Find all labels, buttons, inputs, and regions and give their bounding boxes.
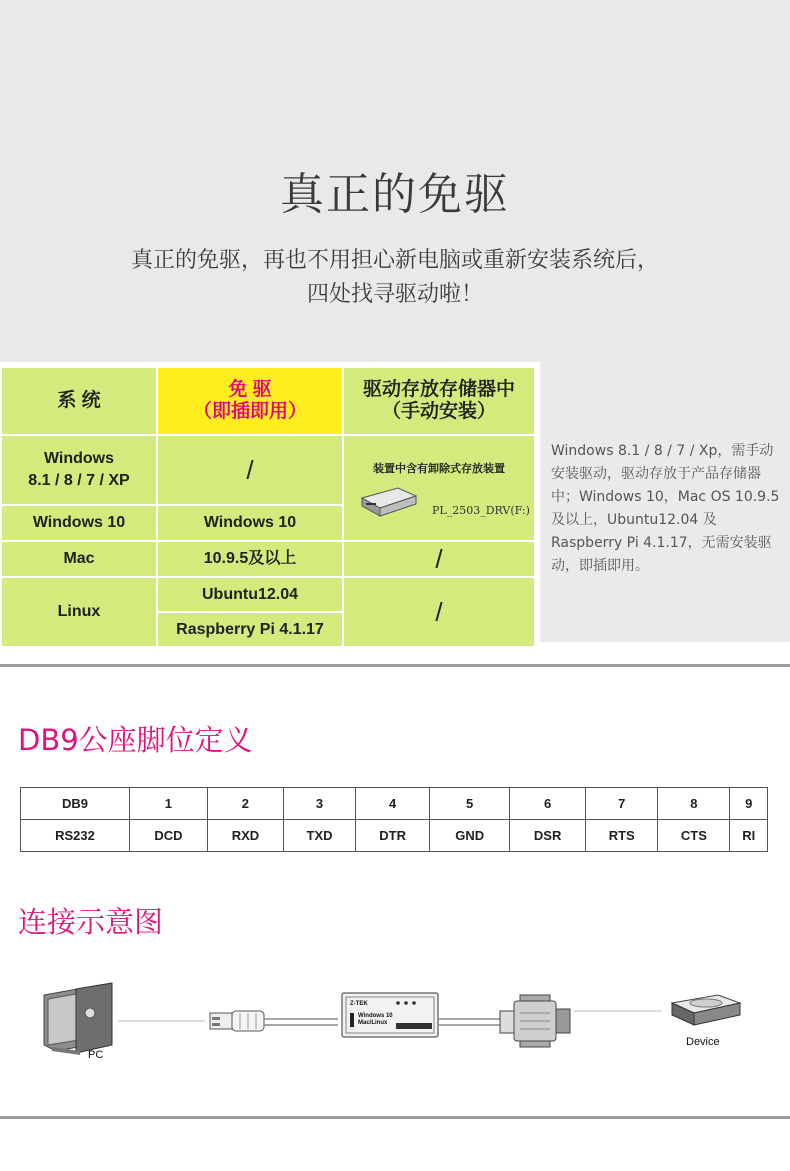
- row-win81-driverless: /: [158, 436, 342, 504]
- bottom-divider: [0, 1116, 790, 1119]
- adapter-text-line2: Mac/Linux: [358, 1020, 388, 1026]
- header-system: 系 统: [2, 368, 156, 434]
- signal-cell: RI: [730, 820, 768, 852]
- table-row: [21, 788, 768, 820]
- row-win10-system: Windows 10: [2, 506, 156, 540]
- device-label: Device: [686, 1036, 720, 1048]
- db9-pin-table: [20, 787, 768, 852]
- db9-title: DB9公座脚位定义: [18, 723, 253, 757]
- signal-cell: TXD: [283, 820, 355, 852]
- header-manual: [344, 368, 534, 434]
- row-linux-system: Linux: [2, 578, 156, 646]
- table-row: [21, 820, 768, 852]
- pc-icon: [44, 983, 112, 1055]
- adapter-text: [358, 1013, 393, 1027]
- header-driverless-line2: （即插即用）: [192, 401, 307, 422]
- pin-cell: 9: [730, 788, 768, 820]
- row-linux-raspberry: Raspberry Pi 4.1.17: [158, 613, 342, 646]
- pin-cell: 1: [129, 788, 207, 820]
- row-win10-driverless: Windows 10: [158, 506, 342, 540]
- pin-cell: 2: [207, 788, 283, 820]
- signal-cell: RS232: [21, 820, 130, 852]
- hero-subtitle-line1: 真正的免驱，再也不用担心新电脑或重新安装系统后，: [130, 248, 659, 273]
- connection-diagram: [0, 975, 790, 1085]
- usb-plug-icon: [210, 1011, 264, 1031]
- pin-cell: 4: [356, 788, 430, 820]
- pc-label: PC: [88, 1049, 104, 1061]
- row-win81-system: [2, 436, 156, 504]
- compatibility-table: [0, 362, 540, 648]
- row-linux-manual: /: [344, 578, 534, 646]
- device-icon: [672, 995, 740, 1025]
- hero-subtitle: [0, 244, 790, 312]
- signal-cell: DCD: [129, 820, 207, 852]
- signal-cell: DTR: [356, 820, 430, 852]
- signal-cell: DSR: [510, 820, 586, 852]
- db9-connector-icon: [500, 995, 570, 1047]
- signal-cell: RTS: [586, 820, 658, 852]
- pin-cell: 5: [430, 788, 510, 820]
- signal-cell: CTS: [658, 820, 730, 852]
- adapter-text-line1: Windows 10: [358, 1013, 393, 1019]
- pin-cell: 8: [658, 788, 730, 820]
- row-win81-line2: 8.1 / 8 / 7 / XP: [28, 472, 130, 489]
- header-manual-line1: 驱动存放存储器中: [362, 379, 515, 400]
- row-mac-driverless: 10.9.5及以上: [158, 542, 342, 576]
- signal-cell: RXD: [207, 820, 283, 852]
- row-linux-ubuntu: Ubuntu12.04: [158, 578, 342, 611]
- connection-illustration: [0, 975, 790, 1085]
- row-mac-manual: /: [344, 542, 534, 576]
- manual-drive-title: 装置中含有卸除式存放装置: [373, 463, 505, 475]
- row-mac-system: Mac: [2, 542, 156, 576]
- header-driverless-line1: 免 驱: [228, 379, 272, 400]
- pin-cell: 7: [586, 788, 658, 820]
- section-divider: [0, 664, 790, 667]
- row-win81-line1: Windows: [43, 450, 115, 467]
- side-note-text: Windows 8.1 / 8 / 7 / Xp，需手动安装驱动，驱动存放于产品存储器中；Windows 10，Mac OS 10.9.5及以上，Ubuntu12.04 及Raspberry Pi 4.1.17，无需安装驱动，即插即用。: [551, 443, 780, 574]
- header-driverless: [158, 368, 342, 434]
- adapter-brand: Z-TEK: [350, 1001, 368, 1007]
- signal-cell: GND: [430, 820, 510, 852]
- drive-label: PL_2503_DRV(F:): [432, 504, 530, 517]
- manual-drive-cell: [344, 436, 534, 540]
- pin-cell: DB9: [21, 788, 130, 820]
- pin-cell: 3: [283, 788, 355, 820]
- removable-drive-icon: [358, 486, 418, 518]
- header-manual-line2: （手动安装）: [381, 401, 496, 422]
- hero-title: 真正的免驱: [280, 169, 510, 220]
- pin-cell: 6: [510, 788, 586, 820]
- hero-subtitle-line2: 四处找寻驱动啦！: [306, 282, 483, 307]
- hero-section: [0, 0, 790, 362]
- connection-title: 连接示意图: [18, 905, 164, 939]
- side-note-panel: [540, 362, 790, 642]
